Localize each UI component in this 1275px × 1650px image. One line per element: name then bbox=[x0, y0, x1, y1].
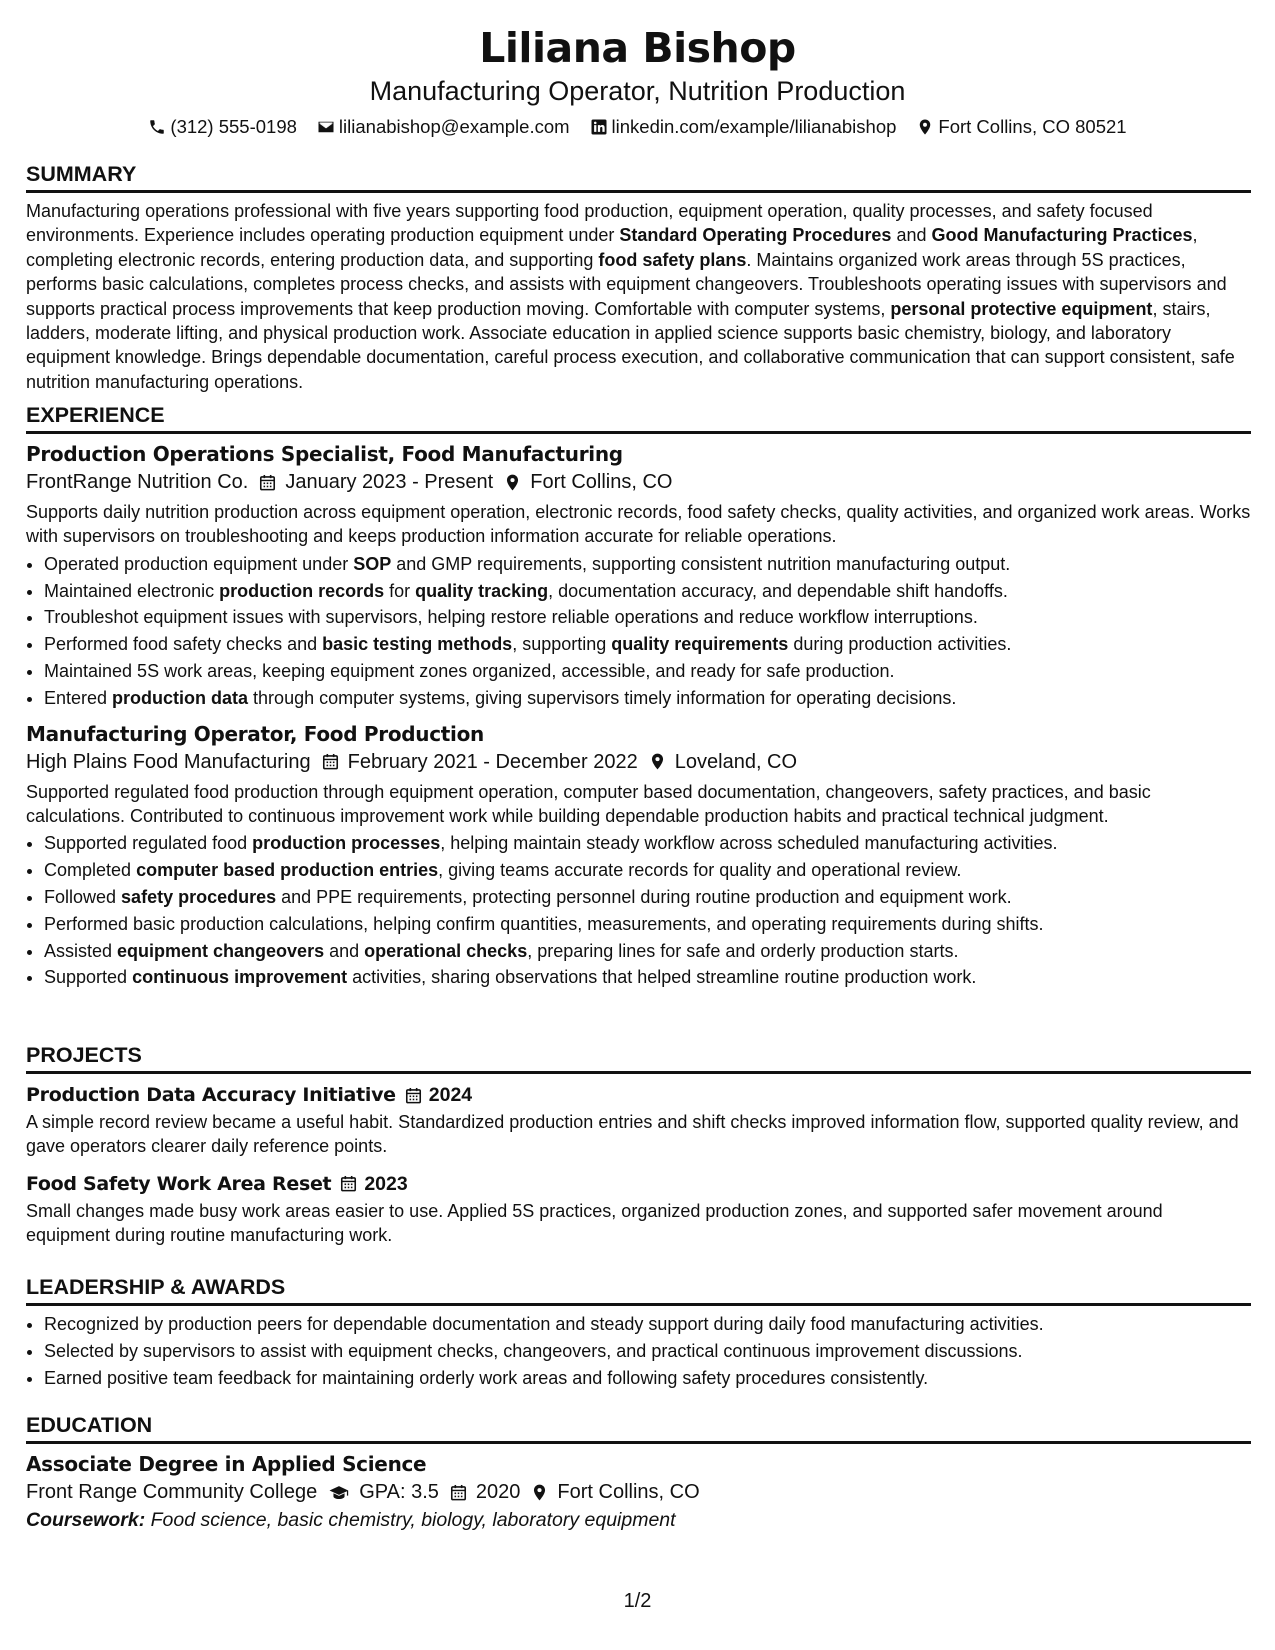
map-pin-icon bbox=[503, 473, 522, 492]
project-year bbox=[404, 1082, 472, 1108]
calendar-icon bbox=[258, 473, 277, 492]
leadership-section bbox=[26, 1273, 1251, 1391]
map-pin-icon bbox=[648, 752, 667, 771]
text: , documentation accuracy, and dependable shift handoffs. bbox=[548, 580, 1008, 601]
contact-row bbox=[0, 114, 1275, 140]
text: Operated production equipment under bbox=[44, 553, 354, 574]
text: and PPE requirements, protecting personnel during routine production and equipment work. bbox=[276, 887, 1012, 907]
bold-text: Good Manufacturing Practices bbox=[931, 225, 1193, 246]
degree-title: Associate Degree in Applied Science bbox=[26, 1452, 427, 1476]
gpa-text: GPA: 3.5 bbox=[359, 1481, 439, 1503]
bold-text: production records bbox=[219, 580, 385, 601]
bullet-item bbox=[44, 938, 1251, 965]
bullet-item: • Recognized by production peers for dependable documentation and steady support during daily food manufacturing activities. bbox=[44, 1311, 1251, 1338]
job-description: Supported regulated food production through equipment operation, computer based documentation, changeovers, safety practices, and basic calculations. Contributed to continuous improvement work while building dependable production habits and practical technical judgment. bbox=[26, 781, 1151, 826]
text: Entered bbox=[44, 687, 113, 708]
calendar-icon bbox=[449, 1483, 468, 1502]
job-company bbox=[26, 468, 248, 496]
map-pin-icon bbox=[916, 118, 934, 136]
bullet-item bbox=[44, 964, 1251, 991]
job-location bbox=[648, 748, 797, 776]
bold-text: continuous improvement bbox=[132, 967, 348, 988]
experience-section bbox=[26, 401, 1251, 991]
job-description: Supports daily nutrition production across equipment operation, electronic records, food safety checks, quality activities, and organized work areas. Works with supervisors on troubleshooting and keeps production information accurate for reliable operations. bbox=[26, 502, 1251, 547]
text: Supported regulated food bbox=[44, 833, 253, 854]
phone-icon bbox=[148, 118, 166, 136]
project-entry bbox=[26, 1171, 1251, 1248]
dates-text: January 2023 - Present bbox=[285, 471, 494, 493]
section-title-education: EDUCATION bbox=[26, 1411, 1251, 1444]
text: and bbox=[891, 225, 932, 246]
bold-text: equipment changeovers bbox=[117, 940, 325, 961]
text: Followed bbox=[44, 887, 122, 907]
candidate-name: Liliana Bishop bbox=[479, 24, 796, 72]
job-location bbox=[503, 468, 672, 496]
location-text: Fort Collins, CO 80521 bbox=[938, 116, 1127, 137]
school-name: Front Range Community College bbox=[26, 1481, 318, 1503]
text: , supporting bbox=[512, 634, 612, 655]
envelope-icon bbox=[317, 118, 335, 136]
email-text[interactable]: lilianabishop@example.com bbox=[338, 116, 570, 137]
location-text: Fort Collins, CO bbox=[530, 471, 673, 493]
education-section bbox=[26, 1411, 1251, 1534]
graduation-cap-icon bbox=[327, 1483, 351, 1502]
text: Supported bbox=[44, 967, 133, 988]
map-pin-icon bbox=[530, 1483, 549, 1502]
text: , helping maintain steady workflow across scheduled manufacturing activities. bbox=[440, 833, 1058, 854]
gpa bbox=[327, 1478, 439, 1506]
bullet-item bbox=[44, 830, 1251, 857]
contact-location bbox=[916, 114, 1126, 140]
bold-text: production data bbox=[112, 687, 249, 708]
project-title-row bbox=[26, 1171, 1251, 1197]
text: Manufacturing operations professional with five years supporting food production, equipment operation, quality processes, and safety focused environments. Experience includes operating production equipment under bbox=[26, 201, 1153, 246]
text: Troubleshot equipment issues with supervisors, helping restore reliable operations and reduce workflow interruptions. bbox=[44, 607, 978, 628]
linkedin-icon bbox=[590, 118, 608, 136]
text: for bbox=[384, 580, 416, 601]
text: Assisted bbox=[44, 940, 118, 961]
text: . Maintains organized work areas through 5S practices, performs basic calculations, completes process checks, and assists with equipment changeovers. Troubleshoots operating issues with supervisors and supports practical process improvements that keep production moving. Comfortable with computer systems, bbox=[26, 249, 1227, 319]
bullet-item bbox=[44, 685, 1251, 712]
company-name: FrontRange Nutrition Co. bbox=[26, 471, 249, 493]
section-title-leadership: LEADERSHIP & AWARDS bbox=[26, 1273, 1251, 1306]
dates-text: February 2021 - December 2022 bbox=[347, 750, 638, 773]
linkedin-text[interactable]: linkedin.com/example/lilianabishop bbox=[611, 116, 897, 137]
bold-text: personal protective equipment bbox=[890, 298, 1153, 319]
section-title-summary: SUMMARY bbox=[26, 160, 1251, 193]
year-text: 2023 bbox=[364, 1172, 408, 1195]
contact-email[interactable] bbox=[317, 114, 570, 140]
text: Performed food safety checks and bbox=[44, 634, 323, 655]
bold-text: operational checks bbox=[364, 940, 528, 961]
project-name: Food Safety Work Area Reset bbox=[26, 1172, 332, 1195]
education-meta bbox=[26, 1478, 1251, 1506]
location-text: Fort Collins, CO bbox=[557, 1481, 700, 1503]
text: , preparing lines for safe and orderly production starts. bbox=[527, 940, 959, 961]
year-text: 2024 bbox=[428, 1084, 473, 1106]
school bbox=[26, 1478, 317, 1506]
bullet-item bbox=[44, 857, 1251, 884]
projects-section bbox=[26, 1041, 1251, 1248]
leadership-bullets bbox=[26, 1311, 1251, 1391]
bullet-item bbox=[44, 911, 1251, 938]
project-title-row bbox=[26, 1082, 1251, 1108]
bold-text: Standard Operating Procedures bbox=[619, 225, 892, 246]
bold-text: computer based production entries bbox=[136, 860, 439, 881]
bold-text: food safety plans bbox=[598, 249, 747, 270]
phone-text: (312) 555-0198 bbox=[170, 116, 297, 137]
summary-text bbox=[26, 199, 1251, 394]
text: during production activities. bbox=[788, 634, 1012, 655]
section-title-projects: PROJECTS bbox=[26, 1041, 1251, 1074]
page-number: 1/2 bbox=[623, 1590, 652, 1612]
education-year bbox=[449, 1478, 521, 1506]
text: Maintained 5S work areas, keeping equipment zones organized, accessible, and ready for safe production. bbox=[44, 661, 895, 681]
year-text: 2020 bbox=[475, 1481, 521, 1503]
summary-section bbox=[26, 160, 1251, 394]
bullet-item bbox=[44, 631, 1251, 658]
job-bullets bbox=[26, 551, 1251, 712]
calendar-icon bbox=[339, 1174, 358, 1193]
bold-text: basic testing methods bbox=[322, 634, 513, 655]
job-company bbox=[26, 748, 311, 776]
job-entry bbox=[26, 720, 1251, 992]
calendar-icon bbox=[321, 752, 340, 771]
job-dates bbox=[321, 748, 638, 776]
job-title: Manufacturing Operator, Food Production bbox=[26, 721, 484, 746]
project-year bbox=[339, 1171, 407, 1197]
project-description: A simple record review became a useful habit. Standardized production entries and shift checks improved information flow, supported quality review, and gave operators clearer daily reference points. bbox=[26, 1112, 1239, 1157]
bold-text: quality tracking bbox=[415, 580, 549, 601]
coursework bbox=[26, 1506, 1251, 1534]
text: and GMP requirements, supporting consistent nutrition manufacturing output. bbox=[391, 553, 1011, 574]
company-name: High Plains Food Manufacturing bbox=[26, 750, 311, 773]
bold-text: production processes bbox=[252, 833, 441, 854]
text: , stairs, ladders, moderate lifting, and physical production work. Associate education in applied science supports basic chemistry, biology, and laboratory equipment knowledge. Brings dependable documentation, careful process execution, and collaborative communication that can support consistent, safe nutrition manufacturing operations. bbox=[26, 298, 1235, 392]
text: , completing electronic records, entering production data, and supporting bbox=[26, 225, 1198, 270]
text: through computer systems, giving supervisors timely information for operating decisions. bbox=[248, 687, 957, 708]
location-text: Loveland, CO bbox=[674, 750, 798, 773]
job-entry bbox=[26, 440, 1251, 712]
text: activities, sharing observations that helped streamline routine production work. bbox=[347, 967, 977, 988]
bold-text: SOP bbox=[353, 553, 392, 574]
job-dates bbox=[258, 468, 493, 496]
bullet-item: • Earned positive team feedback for maintaining orderly work areas and following safety procedures consistently. bbox=[44, 1365, 1251, 1392]
project-entry bbox=[26, 1082, 1251, 1159]
bullet-item bbox=[44, 604, 1251, 631]
text: Performed basic production calculations, helping confirm quantities, measurements, and operating requirements during shifts. bbox=[44, 913, 1044, 934]
candidate-headline: Manufacturing Operator, Nutrition Production bbox=[369, 76, 906, 106]
project-name: Production Data Accuracy Initiative bbox=[26, 1084, 396, 1106]
job-meta bbox=[26, 748, 1251, 776]
project-description: Small changes made busy work areas easier to use. Applied 5S practices, organized production zones, and supported safer movement around equipment during routine manufacturing work. bbox=[26, 1200, 1163, 1246]
calendar-icon bbox=[404, 1086, 423, 1105]
bullet-item bbox=[44, 884, 1251, 911]
bullet-item: • Selected by supervisors to assist with equipment checks, changeovers, and practical continuous improvement discussions. bbox=[44, 1338, 1251, 1365]
job-bullets bbox=[26, 830, 1251, 991]
bullet-item bbox=[44, 658, 1251, 685]
coursework-text: Food science, basic chemistry, biology, laboratory equipment bbox=[150, 1509, 676, 1531]
text: Completed bbox=[44, 860, 137, 881]
job-meta bbox=[26, 468, 1251, 496]
bold-text: safety procedures bbox=[121, 887, 277, 907]
coursework-label: Coursework: bbox=[26, 1509, 146, 1531]
section-title-experience: EXPERIENCE bbox=[26, 401, 1251, 434]
bullet-item bbox=[44, 578, 1251, 605]
text: , giving teams accurate records for quality and operational review. bbox=[438, 860, 962, 881]
resume-header bbox=[0, 0, 1275, 140]
text: Maintained electronic bbox=[44, 580, 220, 601]
job-title: Production Operations Specialist, Food Manufacturing bbox=[26, 442, 623, 466]
bullet-item bbox=[44, 551, 1251, 578]
bold-text: quality requirements bbox=[611, 634, 789, 655]
text: and bbox=[324, 940, 365, 961]
contact-phone bbox=[148, 114, 297, 140]
education-location bbox=[530, 1478, 699, 1506]
contact-linkedin[interactable] bbox=[590, 114, 897, 140]
